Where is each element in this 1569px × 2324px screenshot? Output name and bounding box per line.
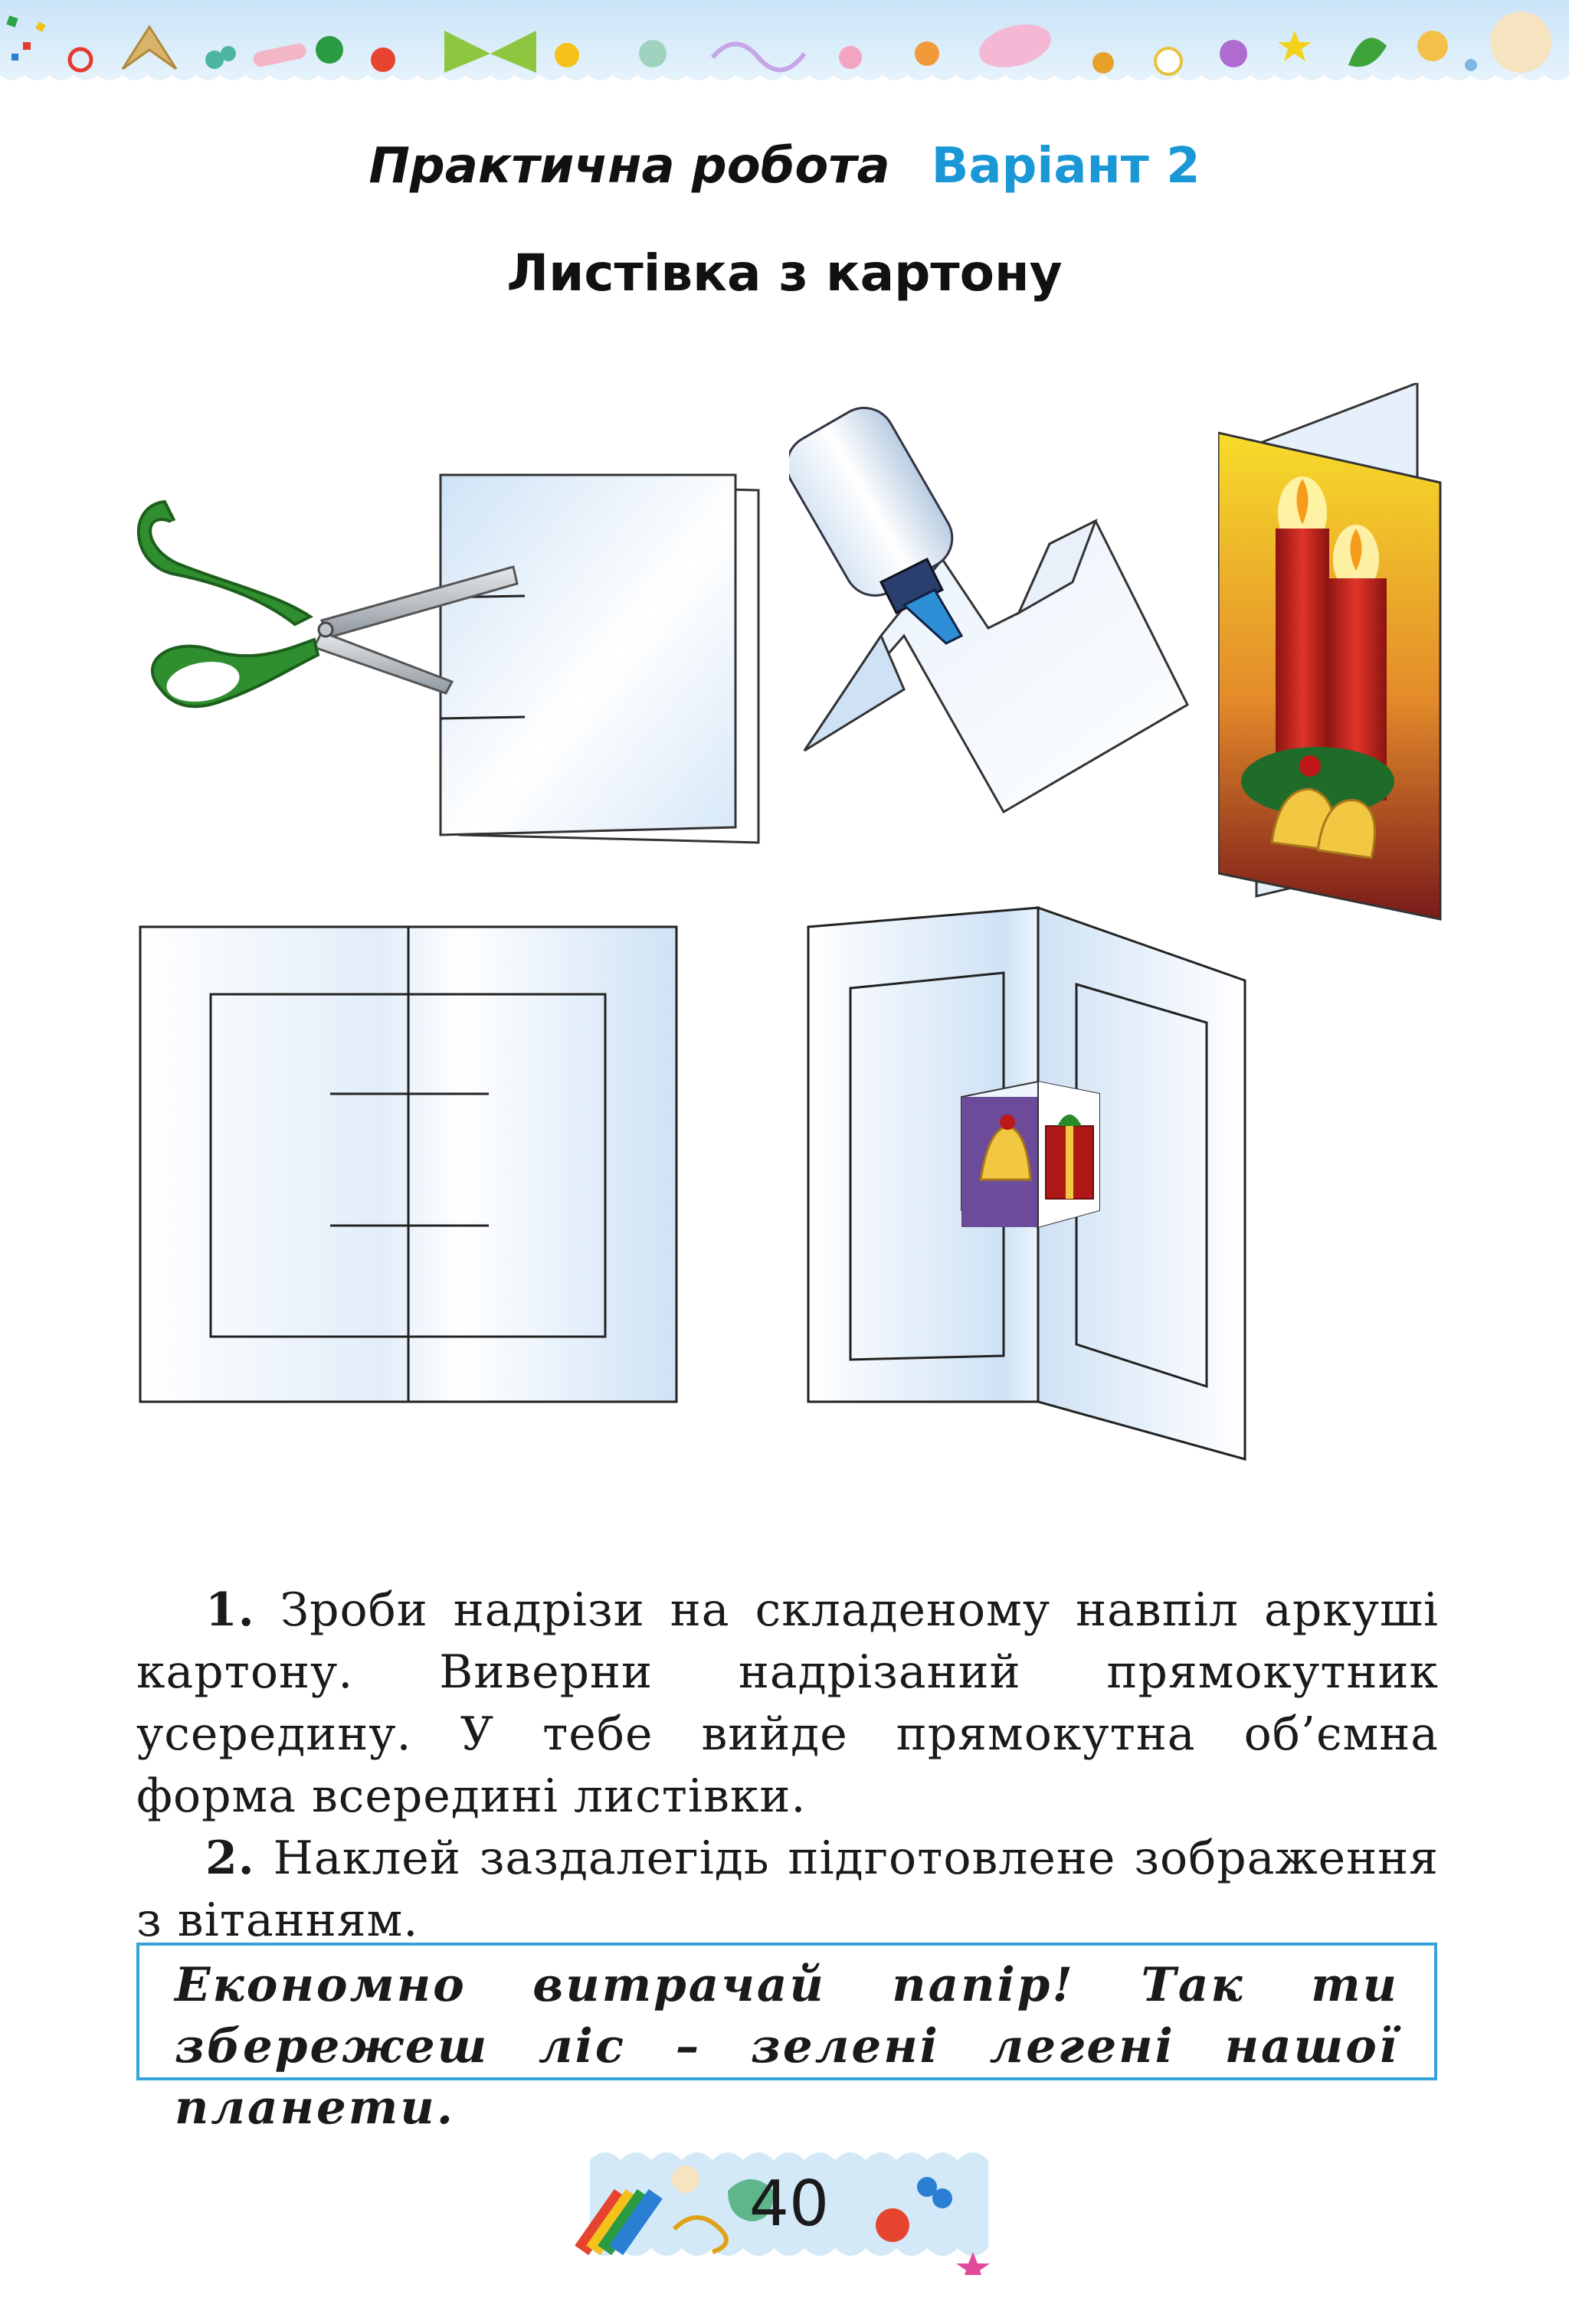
practical-work-label: Практична робота [369, 138, 890, 195]
step-1-number: 1. [205, 1583, 255, 1637]
page-title: Листівка з картону [506, 244, 1063, 303]
step-2-number: 2. [205, 1831, 255, 1885]
instruction-step-1 [136, 1579, 1439, 1828]
decorative-header-band [0, 0, 1569, 96]
scissors-cutting-illustration [130, 460, 789, 858]
open-card-cuts-illustration [136, 919, 688, 1409]
glue-folding-illustration [789, 383, 1218, 843]
step-1-text: Зроби надрізи на складеному навпіл аркуші картону. Виверни надрізаний прямокутник усередину. У тебе вийде прямокутна об’ємна форма всередині листівки. [136, 1583, 1440, 1823]
instruction-step-2 [136, 1828, 1439, 1952]
candle-card-illustration [1218, 383, 1448, 935]
gift-icon [1038, 1082, 1099, 1227]
variant-label: Варіант 2 [931, 138, 1200, 195]
step-2-text: Наклей заздалегідь підготовлене зображення з вітанням. [136, 1831, 1439, 1947]
practical-work-heading [0, 138, 1569, 195]
bell-icon [961, 1097, 1038, 1227]
page-number: 40 [748, 2168, 830, 2241]
popup-card-illustration [797, 896, 1256, 1463]
glue-bottle-icon [789, 397, 963, 643]
paper-saving-note: Економно витрачай папір! Так ти збережеш ліс – зелені легені нашої планети. [136, 1943, 1437, 2080]
